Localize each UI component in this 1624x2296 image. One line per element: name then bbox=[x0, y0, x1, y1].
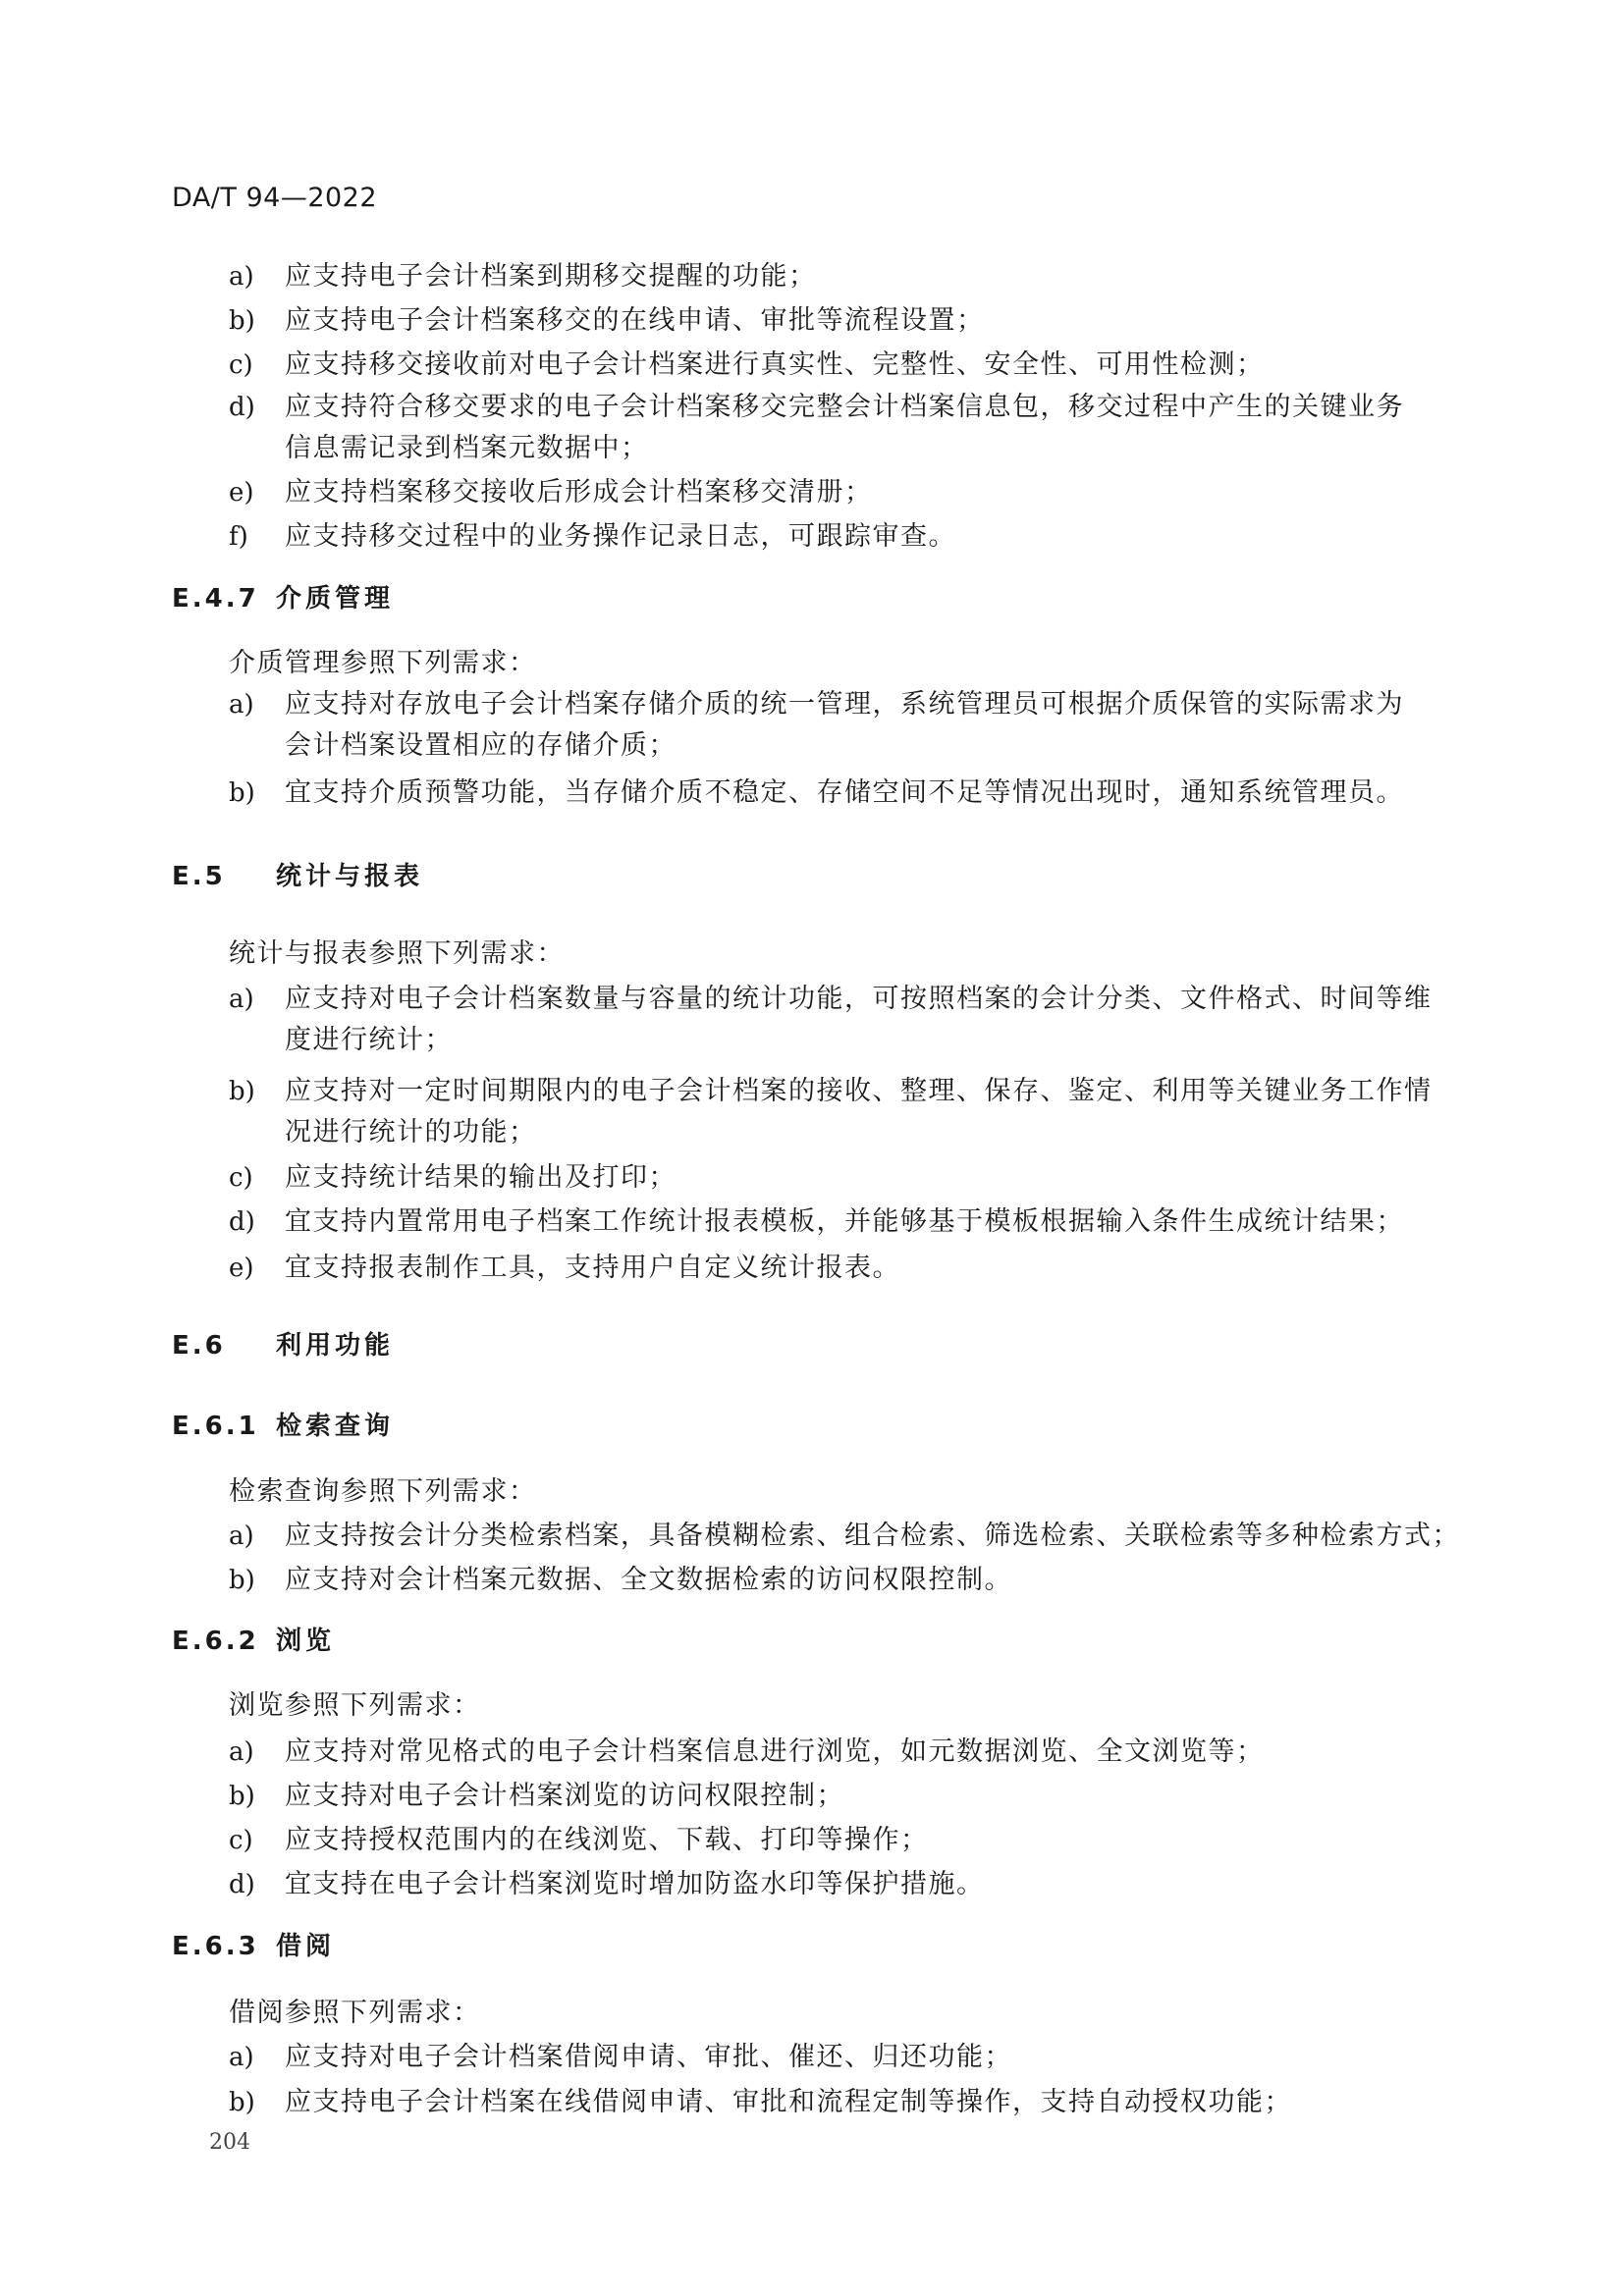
section-number: E.5 bbox=[172, 862, 226, 891]
section-title: 检索查询 bbox=[276, 1412, 395, 1441]
list-item-text: 宜支持在电子会计档案浏览时增加防盗水印等保护措施。 bbox=[285, 1869, 985, 1899]
section-heading bbox=[172, 857, 423, 896]
standard-code: DA/T 94—2022 bbox=[172, 183, 378, 213]
section-intro: 浏览参照下列需求： bbox=[229, 1690, 481, 1721]
list-item-text: 信息需记录到档案元数据中； bbox=[285, 433, 649, 463]
list-item-text: 宜支持报表制作工具，支持用户自定义统计报表。 bbox=[285, 1253, 900, 1283]
section-intro: 检索查询参照下列需求： bbox=[229, 1476, 537, 1507]
list-item-text: 应支持移交接收前对电子会计档案进行真实性、完整性、安全性、可用性检测； bbox=[285, 349, 1265, 380]
section-title: 借阅 bbox=[276, 1932, 336, 1961]
list-item-marker: c) bbox=[229, 350, 253, 380]
list-item-marker: c) bbox=[229, 1826, 253, 1855]
list-item-marker: d) bbox=[229, 1870, 255, 1899]
list-item-text: 宜支持内置常用电子档案工作统计报表模板，并能够基于模板根据输入条件生成统计结果； bbox=[285, 1206, 1404, 1237]
list-item-text: 应支持对会计档案元数据、全文数据检索的访问权限控制。 bbox=[285, 1565, 1012, 1595]
section-title: 利用功能 bbox=[276, 1331, 395, 1361]
section-title: 统计与报表 bbox=[276, 862, 424, 891]
list-item-marker: e) bbox=[229, 1254, 254, 1283]
list-item-marker: e) bbox=[229, 478, 254, 507]
list-item-text: 会计档案设置相应的存储介质； bbox=[285, 730, 677, 761]
list-item-text: 应支持按会计分类检索档案，具备模糊检索、组合检索、筛选检索、关联检索等多种检索方式； bbox=[285, 1521, 1460, 1551]
section-intro: 介质管理参照下列需求： bbox=[229, 648, 537, 678]
list-item-text: 宜支持介质预警功能，当存储介质不稳定、存储空间不足等情况出现时，通知系统管理员。 bbox=[285, 777, 1404, 808]
list-item-marker: b) bbox=[229, 1566, 255, 1595]
list-item-text: 应支持授权范围内的在线浏览、下载、打印等操作； bbox=[285, 1825, 929, 1855]
section-number: E.6.3 bbox=[172, 1932, 259, 1961]
list-item-marker: b) bbox=[229, 306, 255, 336]
section-heading bbox=[172, 1326, 394, 1365]
list-item-text: 应支持电子会计档案到期移交提醒的功能； bbox=[285, 261, 817, 292]
list-item-text: 应支持对常见格式的电子会计档案信息进行浏览，如元数据浏览、全文浏览等； bbox=[285, 1736, 1265, 1767]
section-number: E.4.7 bbox=[172, 584, 259, 614]
list-item-text: 应支持符合移交要求的电子会计档案移交完整会计档案信息包，移交过程中产生的关键业务 bbox=[285, 392, 1404, 422]
list-item-text: 况进行统计的功能； bbox=[285, 1117, 537, 1148]
list-item-text: 应支持对电子会计档案浏览的访问权限控制； bbox=[285, 1781, 844, 1811]
section-intro: 借阅参照下列需求： bbox=[229, 1998, 481, 2028]
list-item-marker: a) bbox=[229, 262, 254, 292]
list-item-marker: d) bbox=[229, 1207, 255, 1237]
section-title: 浏览 bbox=[276, 1627, 336, 1656]
list-item-marker: b) bbox=[229, 1077, 255, 1106]
section-intro: 统计与报表参照下列需求： bbox=[229, 938, 565, 969]
list-item-marker: a) bbox=[229, 2043, 254, 2072]
section-number: E.6.2 bbox=[172, 1627, 259, 1656]
list-item-marker: d) bbox=[229, 393, 255, 422]
list-item-marker: f) bbox=[229, 522, 248, 552]
list-item-text: 应支持档案移交接收后形成会计档案移交清册； bbox=[285, 477, 873, 507]
list-item-marker: b) bbox=[229, 2088, 255, 2117]
list-item-text: 应支持对存放电子会计档案存储介质的统一管理，系统管理员可根据介质保管的实际需求为 bbox=[285, 689, 1404, 720]
list-item-text: 应支持统计结果的输出及打印； bbox=[285, 1162, 677, 1193]
section-number: E.6.1 bbox=[172, 1412, 259, 1441]
section-title: 介质管理 bbox=[276, 584, 395, 614]
list-item-text: 应支持对一定时间期限内的电子会计档案的接收、整理、保存、鉴定、利用等关键业务工作情 bbox=[285, 1076, 1433, 1106]
list-item-marker: a) bbox=[229, 690, 254, 720]
list-item-text: 度进行统计； bbox=[285, 1025, 453, 1055]
list-item-marker: a) bbox=[229, 1737, 254, 1767]
list-item-text: 应支持对电子会计档案数量与容量的统计功能，可按照档案的会计分类、文件格式、时间等维 bbox=[285, 984, 1433, 1014]
list-item-marker: a) bbox=[229, 1522, 254, 1551]
page-number: 204 bbox=[209, 2130, 250, 2155]
section-heading bbox=[172, 1927, 335, 1966]
section-heading bbox=[172, 1622, 335, 1661]
list-item-text: 应支持移交过程中的业务操作记录日志，可跟踪审查。 bbox=[285, 521, 956, 552]
list-item-text: 应支持电子会计档案移交的在线申请、审批等流程设置； bbox=[285, 305, 985, 336]
list-item-text: 应支持电子会计档案在线借阅申请、审批和流程定制等操作，支持自动授权功能； bbox=[285, 2087, 1292, 2117]
list-item-text: 应支持对电子会计档案借阅申请、审批、催还、归还功能； bbox=[285, 2042, 1012, 2072]
list-item-marker: b) bbox=[229, 1782, 255, 1811]
section-number: E.6 bbox=[172, 1331, 226, 1361]
list-item-marker: b) bbox=[229, 778, 255, 808]
section-heading bbox=[172, 1407, 394, 1446]
section-heading bbox=[172, 579, 394, 618]
list-item-marker: c) bbox=[229, 1163, 253, 1193]
list-item-marker: a) bbox=[229, 985, 254, 1014]
